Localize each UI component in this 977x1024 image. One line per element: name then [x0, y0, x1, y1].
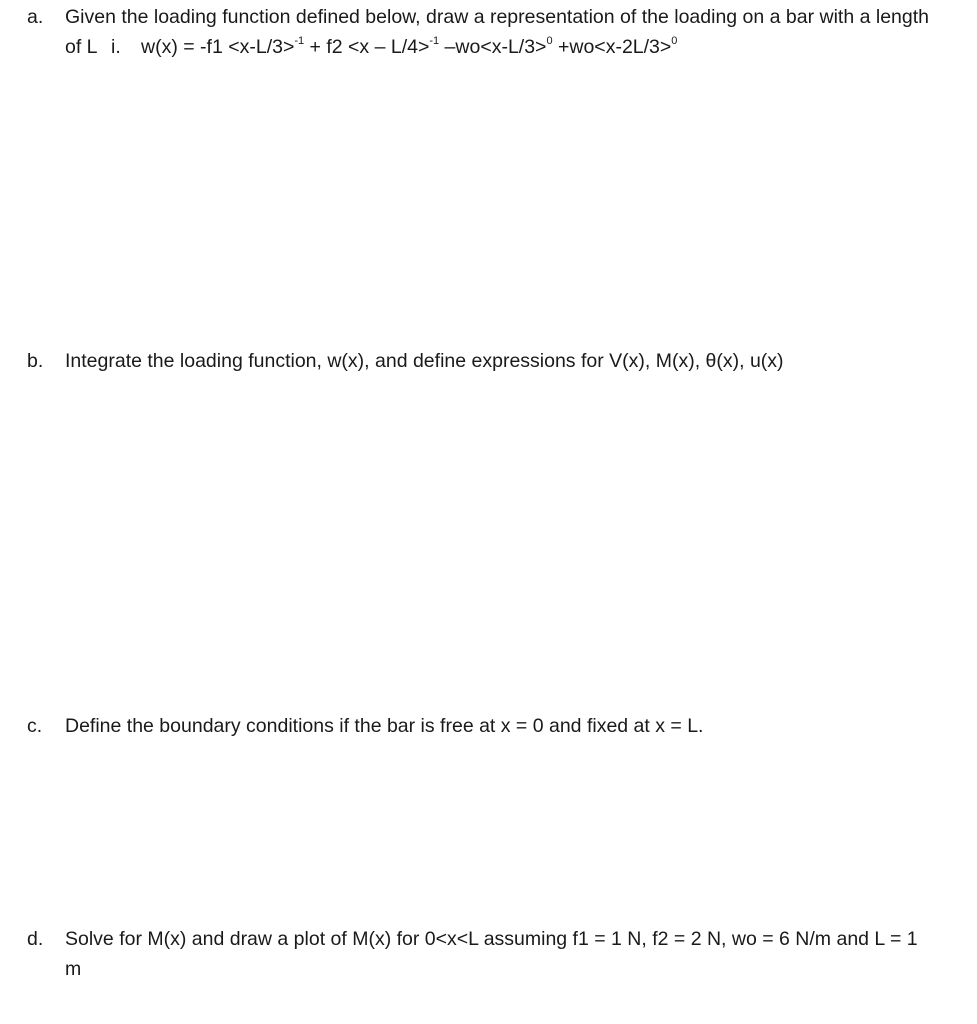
question-b-text: Integrate the loading function, w(x), and define expressions for V(x), M(x), θ(x), u(x) — [65, 350, 784, 372]
question-a-text: Given the loading function defined below, draw a representation of the loading on a bar with a length of L — [65, 6, 930, 58]
eq-term-2: + f2 <x – L/4> — [304, 36, 430, 58]
subitem-i-marker: i. — [111, 36, 121, 58]
question-d-marker: d. — [27, 928, 44, 950]
eq-term-4: +wo<x-2L/3> — [552, 36, 672, 58]
loading-equation — [141, 36, 677, 58]
eq-exponent-3: 0 — [546, 34, 553, 47]
question-a-marker: a. — [27, 6, 44, 28]
eq-term-3: –wo<x-L/3> — [439, 36, 547, 58]
eq-exponent-2: -1 — [429, 34, 440, 47]
eq-term-1: w(x) = -f1 <x-L/3> — [141, 36, 295, 58]
question-c-marker: c. — [27, 715, 43, 737]
question-c-text: Define the boundary conditions if the bar is free at x = 0 and fixed at x = L. — [65, 715, 704, 737]
question-a-subitem-i — [111, 32, 677, 62]
question-b-marker: b. — [27, 350, 44, 372]
eq-exponent-4: 0 — [671, 34, 678, 47]
eq-exponent-1: -1 — [294, 34, 305, 47]
question-d-text: Solve for M(x) and draw a plot of M(x) for 0<x<L assuming f1 = 1 N, f2 = 2 N, wo = 6 N/m and L = 1 m — [65, 928, 918, 980]
